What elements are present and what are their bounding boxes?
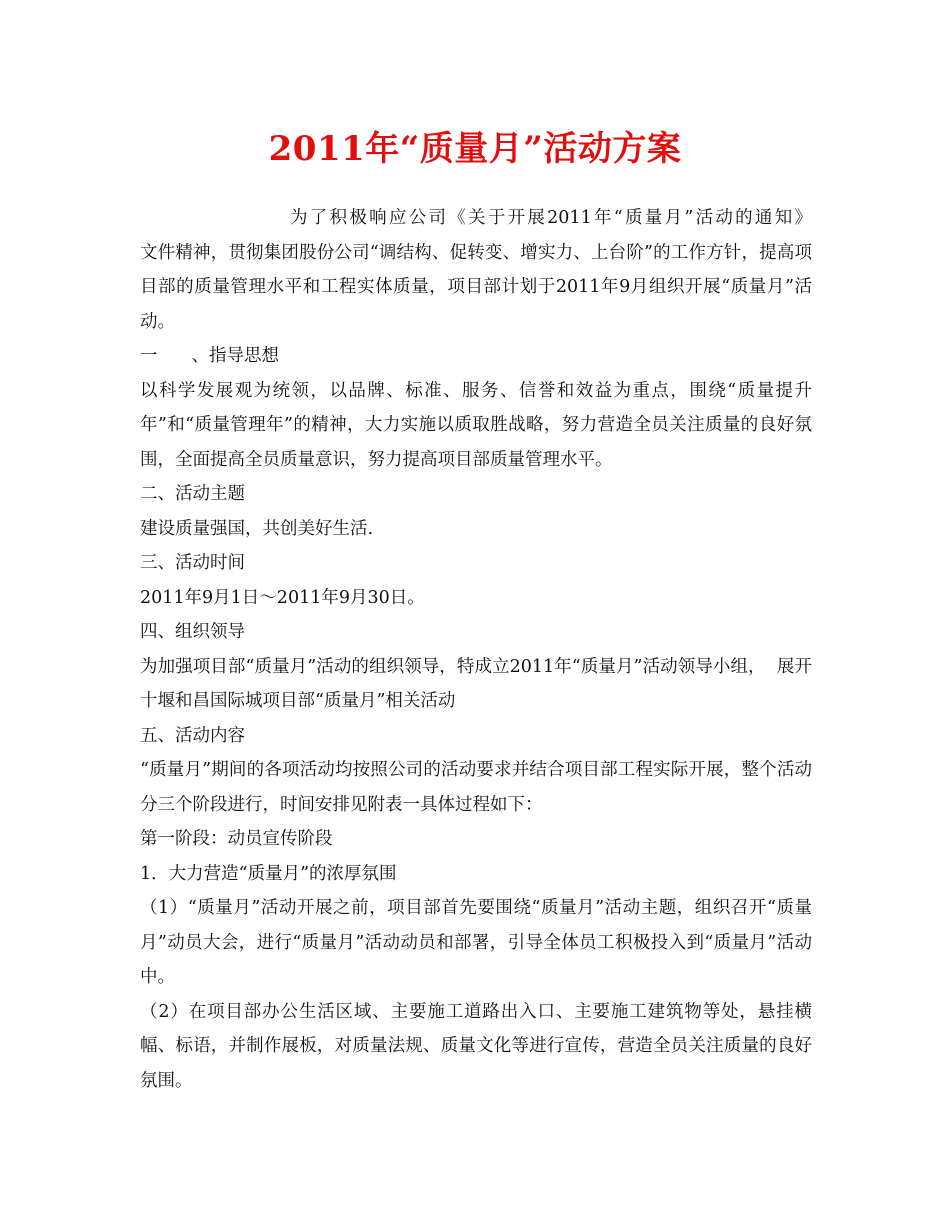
- intro-paragraph: [140, 201, 812, 339]
- section-5-body: “质量月”期间的各项活动均按照公司的活动要求并结合项目部工程实际开展，整个活动分三个阶段进行，时间安排见附表一具体过程如下：: [140, 760, 812, 815]
- section-1-number: 一: [140, 346, 158, 366]
- section-5-heading: 五、活动内容: [140, 725, 245, 746]
- section-2-body: 建设质量强国，共创美好生活.: [140, 518, 374, 539]
- intro-first-line: 为了积极响应公司《关于开展2011年“质量月”活动的通知》: [290, 208, 812, 228]
- section-3-body: 2011年9月1日～2011年9月30日。: [140, 587, 425, 608]
- section-4-heading: 四、组织领导: [140, 622, 245, 642]
- section-2-heading: 二、活动主题: [140, 484, 245, 504]
- document-body: [140, 201, 812, 1098]
- phase-1-subitem-2: （2）在项目部办公生活区域、主要施工道路出入口、主要施工建筑物等处，悬挂横幅、标语，并制作展板，对质量法规、质量文化等进行宣传，营造全员关注质量的良好氛围。: [140, 1001, 812, 1091]
- section-1-body: 以科学发展观为统领，以品牌、标准、服务、信誉和效益为重点，围绕“质量提升年”和“质量管理年”的精神，大力实施以质取胜战略，努力营造全员关注质量的良好氛围，全面提高全员质量意识，努力提高项目部质量管理水平。: [140, 380, 812, 470]
- phase-1-item-1: 1．大力营造“质量月”的浓厚氛围: [140, 863, 397, 884]
- section-1-heading: [140, 339, 812, 374]
- phase-1-heading: 第一阶段：动员宣传阶段: [140, 829, 333, 849]
- section-4-body: 为加强项目部“质量月”活动的组织领导，特成立2011年“质量月”活动领导小组， 展开十堰和昌国际城项目部“质量月”相关活动: [140, 656, 812, 711]
- section-3-heading: 三、活动时间: [140, 553, 245, 573]
- intro-rest: 文件精神，贯彻集团股份公司“调结构、促转变、增实力、上台阶”的工作方针，提高项目部的质量管理水平和工程实体质量，项目部计划于2011年9月组织开展“质量月”活动。: [140, 242, 812, 332]
- document-title: 2011年“质量月”活动方案: [268, 129, 682, 169]
- section-1-title: 、指导思想: [191, 346, 279, 366]
- phase-1-subitem-1: （1）“质量月”活动开展之前，项目部首先要围绕“质量月”活动主题，组织召开“质量月”动员大会，进行“质量月”活动动员和部署，引导全体员工积极投入到“质量月”活动中。: [140, 898, 812, 987]
